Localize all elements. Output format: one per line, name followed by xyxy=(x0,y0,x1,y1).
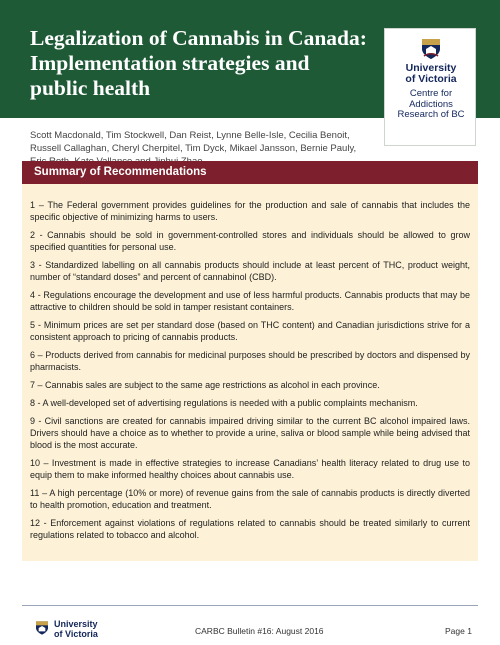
recommendation-item: 7 – Cannabis sales are subject to the same age restrictions as alcohol in each province. xyxy=(30,380,380,390)
recommendation-item: 1 – The Federal government provides guidelines for the production and sale of cannabis that includes the specific objective of minimizing harms to users. xyxy=(30,200,470,222)
recommendation-item: 5 - Minimum prices are set per standard dose (based on THC content) and Canadian jurisdictions strive for a consistent approach to pricing of cannabis products. xyxy=(30,320,470,342)
recommendation-item: 9 - Civil sanctions are created for cannabis impaired driving similar to the current BC alcohol impaired laws. Drivers should have a choice as to whether to provide a urine, saliva or blood sample while being advised that blood is the most accurate. xyxy=(30,416,470,450)
footer-university-name: University of Victoria xyxy=(54,619,98,639)
recommendation-item: 10 – Investment is made in effective strategies to increase Canadians’ health literacy related to drug use to equip them to make informed healthy choices about cannabis use. xyxy=(30,458,470,480)
logo-university-name: University of Victoria xyxy=(405,62,457,85)
summary-title: Summary of Recommendations xyxy=(34,166,207,178)
recommendation-item: 3 - Standardized labelling on all cannabis products should include at least percent of THC, product weight, number of “standard doses” and percent of cannabinol (CBD). xyxy=(30,260,470,282)
recommendation-item: 11 – A high percentage (10% or more) of revenue gains from the sale of cannabis products is directly diverted to health promotion, education and treatment. xyxy=(30,488,470,510)
crest-icon xyxy=(34,619,50,642)
recommendation-item: 2 - Cannabis should be sold in government-controlled stores and individuals should be allowed to grow specified quantities for personal use. xyxy=(30,230,470,252)
footer-uvic-logo xyxy=(34,619,134,641)
author-list: Scott Macdonald, Tim Stockwell, Dan Reist, Lynne Belle-Isle, Cecilia Benoit, Russell Callaghan, Cheryl Cherpitel, Tim Dyck, Mikael Jansson, Bernie Pauly, xyxy=(30,130,357,154)
recommendation-item: 6 – Products derived from cannabis for medicinal purposes should be prescribed by doctors and dispensed by pharmacists. xyxy=(30,350,470,372)
uvic-logo xyxy=(384,28,476,146)
recommendation-item: 4 - Regulations encourage the development and use of less harmful products. Cannabis products that may be attractive to children should be sold in tamper resistant containers. xyxy=(30,290,470,312)
recommendation-item: 8 - A well-developed set of advertising regulations is needed with a public complaints mechanism. xyxy=(30,398,418,408)
logo-centre-name: Centre for Addictions Research of BC xyxy=(397,88,465,120)
footer-divider xyxy=(22,605,478,606)
page-number: Page 1 xyxy=(445,626,472,636)
page-title: Legalization of Cannabis in Canada: Implementation strategies and public health xyxy=(30,26,367,100)
recommendation-list xyxy=(30,199,470,547)
bulletin-label: CARBC Bulletin #16: August 2016 xyxy=(195,626,324,636)
recommendation-item: 12 - Enforcement against violations of regulations related to cannabis should be treated similarly to current regulations related to tobacco and alcohol. xyxy=(30,518,470,540)
